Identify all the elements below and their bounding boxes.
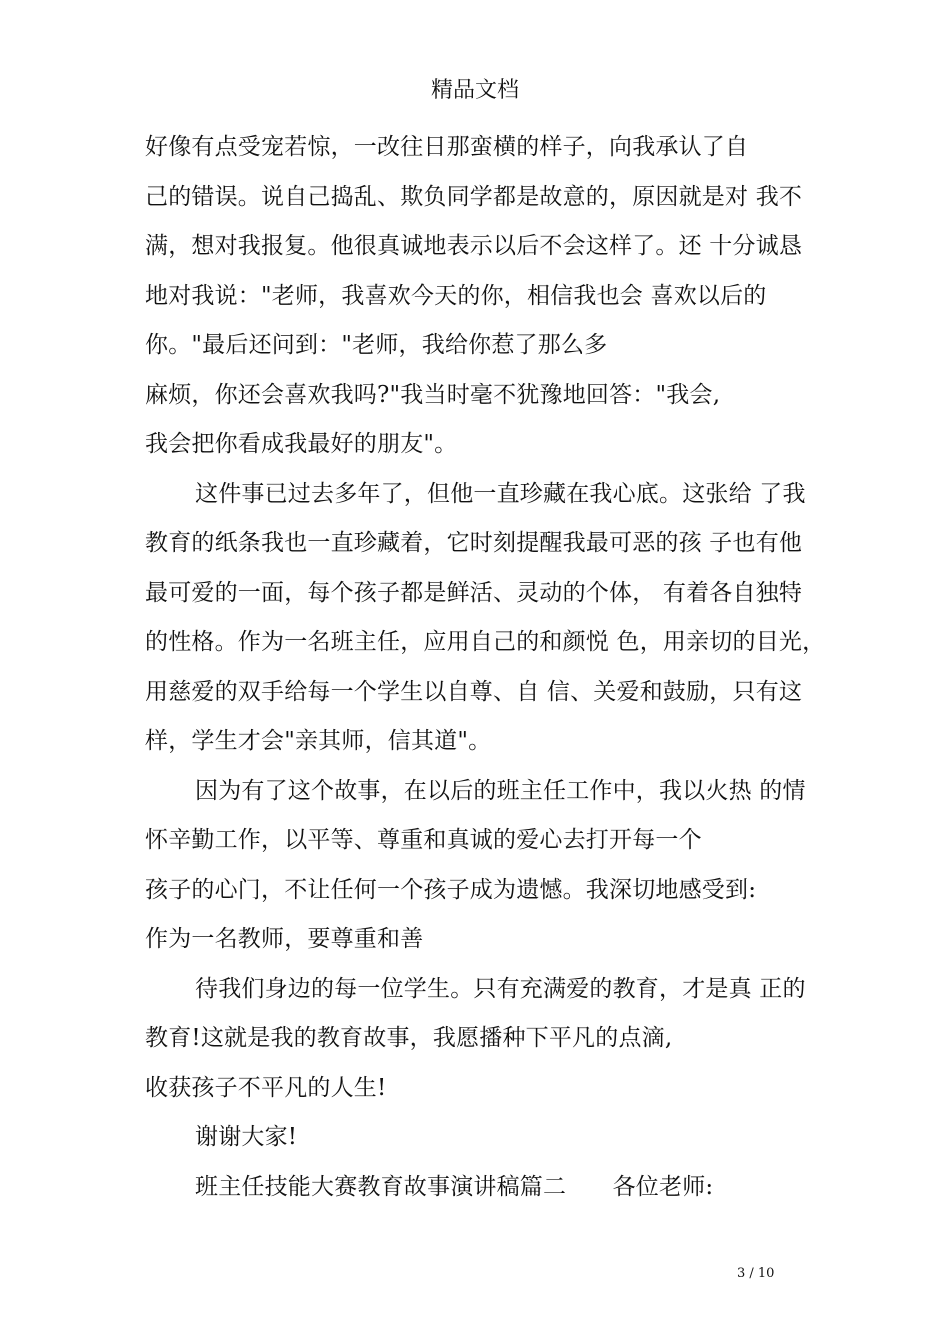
text-line: 最可爱的一面，每个孩子都是鲜活、灵动的个体， 有着各自独特 <box>145 579 803 606</box>
text-line: 作为一名教师，要尊重和善 <box>145 926 424 952</box>
text-line: 因为有了这个故事，在以后的班主任工作中，我以火热 的情 <box>195 777 806 804</box>
page-number: 3 / 10 <box>737 1266 775 1281</box>
text-line: 我会把你看成我最好的朋友"。 <box>145 431 458 457</box>
text-line: 地对我说："老师，我喜欢今天的你，相信我也会 喜欢以后的 <box>145 282 767 309</box>
text-line: 教育!这就是我的教育故事，我愿播种下平凡的点滴, <box>145 1025 673 1051</box>
text-line: 教育的纸条我也一直珍藏着，它时刻提醒我最可恶的孩 子也有他 <box>145 530 803 556</box>
text-line: 满，想对我报复。他很真诚地表示以后不会这样了。还 十分诚恳 <box>145 233 803 259</box>
text-line: 孩子的心门，不让任何一个孩子成为遗憾。我深切地感受到: <box>145 876 757 903</box>
text-line: 的性格。作为一名班主任，应用自己的和颜悦 色，用亲切的目光， <box>145 629 826 655</box>
text-line: 好像有点受宠若惊，一改往日那蛮横的样子，向我承认了自 <box>145 134 749 160</box>
page-header-title: 精品文档 <box>430 78 519 103</box>
text-line: 用慈爱的双手给每一个学生以自尊、自 信、关爱和鼓励，只有这 <box>145 678 803 705</box>
text-line: 班主任技能大赛教育故事演讲稿篇二 各位老师: <box>195 1173 714 1200</box>
document-body <box>145 130 825 1219</box>
text-line: 收获孩子不平凡的人生! <box>145 1074 387 1101</box>
text-line: 己的错误。说自己捣乱、欺负同学都是故意的，原因就是对 我不 <box>145 183 803 210</box>
text-line: 这件事已过去多年了，但他一直珍藏在我心底。这张给 了我 <box>195 480 806 507</box>
text-line: 怀辛勤工作，以平等、尊重和真诚的爱心去打开每一个 <box>145 827 702 853</box>
text-line: 样，学生才会"亲其师，信其道"。 <box>145 728 492 754</box>
text-line: 麻烦，你还会喜欢我吗?"我当时毫不犹豫地回答："我会, <box>145 381 721 408</box>
text-line: 你。"最后还问到："老师，我给你惹了那么多 <box>145 332 608 358</box>
text-line: 待我们身边的每一位学生。只有充满爱的教育，才是真 正的 <box>195 975 806 1002</box>
text-line: 谢谢大家! <box>195 1124 298 1150</box>
